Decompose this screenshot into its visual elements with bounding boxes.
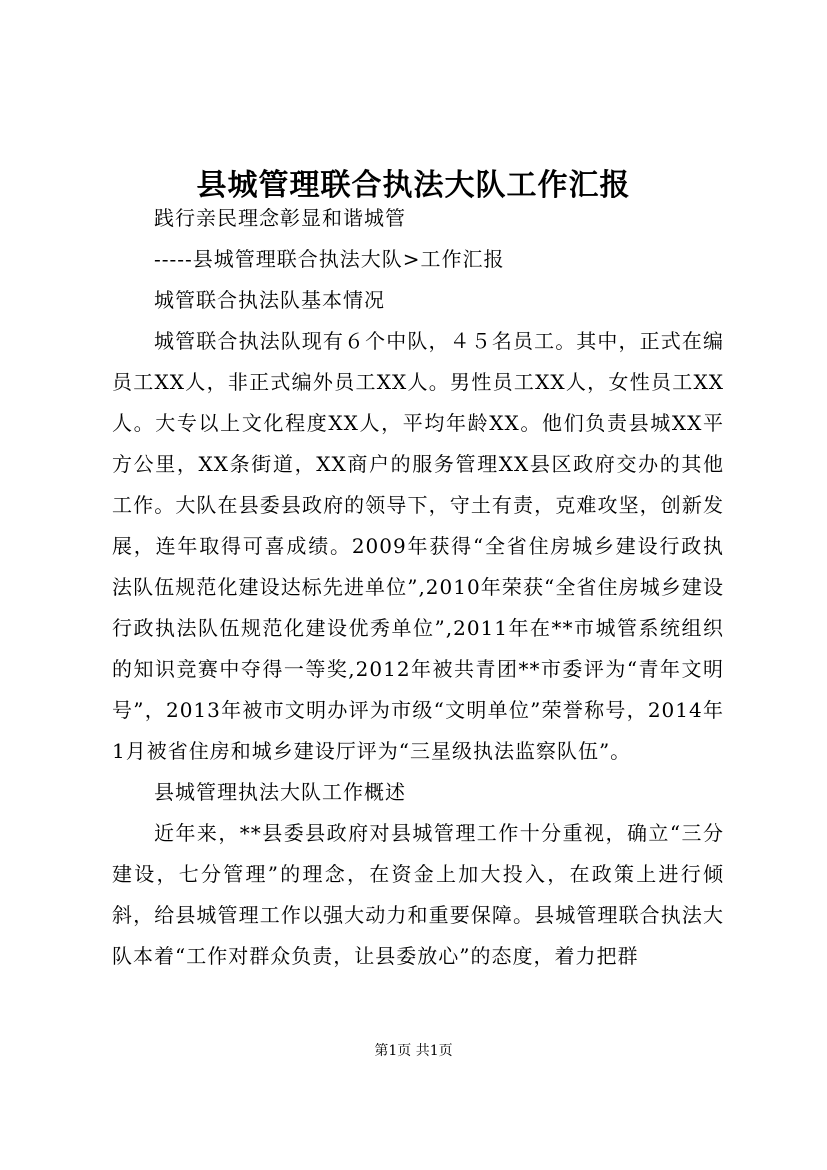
paragraph-overview: 近年来，**县委县政府对县城管理工作十分重视，确立“三分建设，七分管理”的理念，在资金上加大投入，在政策上进行倾斜，给县城管理工作以强大动力和重要保障。县城管理联合执法大队本着“工作对群众负责，让县委放心”的态度，着力把群 — [112, 821, 724, 968]
paragraph-subtitle: 践行亲民理念彰显和谐城管 — [154, 206, 406, 230]
page-footer: 第1页 共1页 — [374, 1043, 453, 1059]
section-heading-overview: 县城管理执法大队工作概述 — [154, 780, 406, 804]
paragraph-dept-line: -----县城管理联合执法大队>工作汇报 — [154, 247, 505, 271]
paragraph-basic-info: 城管联合执法队现有６个中队，４５名员工。其中，正式在编员工XX人，非正式编外员工XX人。男性员工XX人，女性员工XX人。大专以上文化程度XX人，平均年龄XX。他们负责县城XX平方公里，XX条街道，XX商户的服务管理XX县区政府交办的其他工作。大队在县委县政府的领导下，守土有责，克难攻坚，创新发展，连年取得可喜成绩。2009年获得“全省住房城乡建设行政执法队伍规范化建设达标先进单位”,2010年荣获“全省住房城乡建设行政执法队伍规范化建设优秀单位”,2011年在**市城管系统组织的知识竞赛中夺得一等奖,2012年被共青团**市委评为“青年文明号”，2013年被市文明办评为市级“文明单位”荣誉称号，2014年1月被省住房和城乡建设厅评为“三星级执法监察队伍”。 — [112, 329, 724, 763]
document-body — [112, 198, 724, 977]
document-title: 县城管理联合执法大队工作汇报 — [196, 168, 631, 204]
section-heading-basic-info: 城管联合执法队基本情况 — [154, 288, 385, 312]
